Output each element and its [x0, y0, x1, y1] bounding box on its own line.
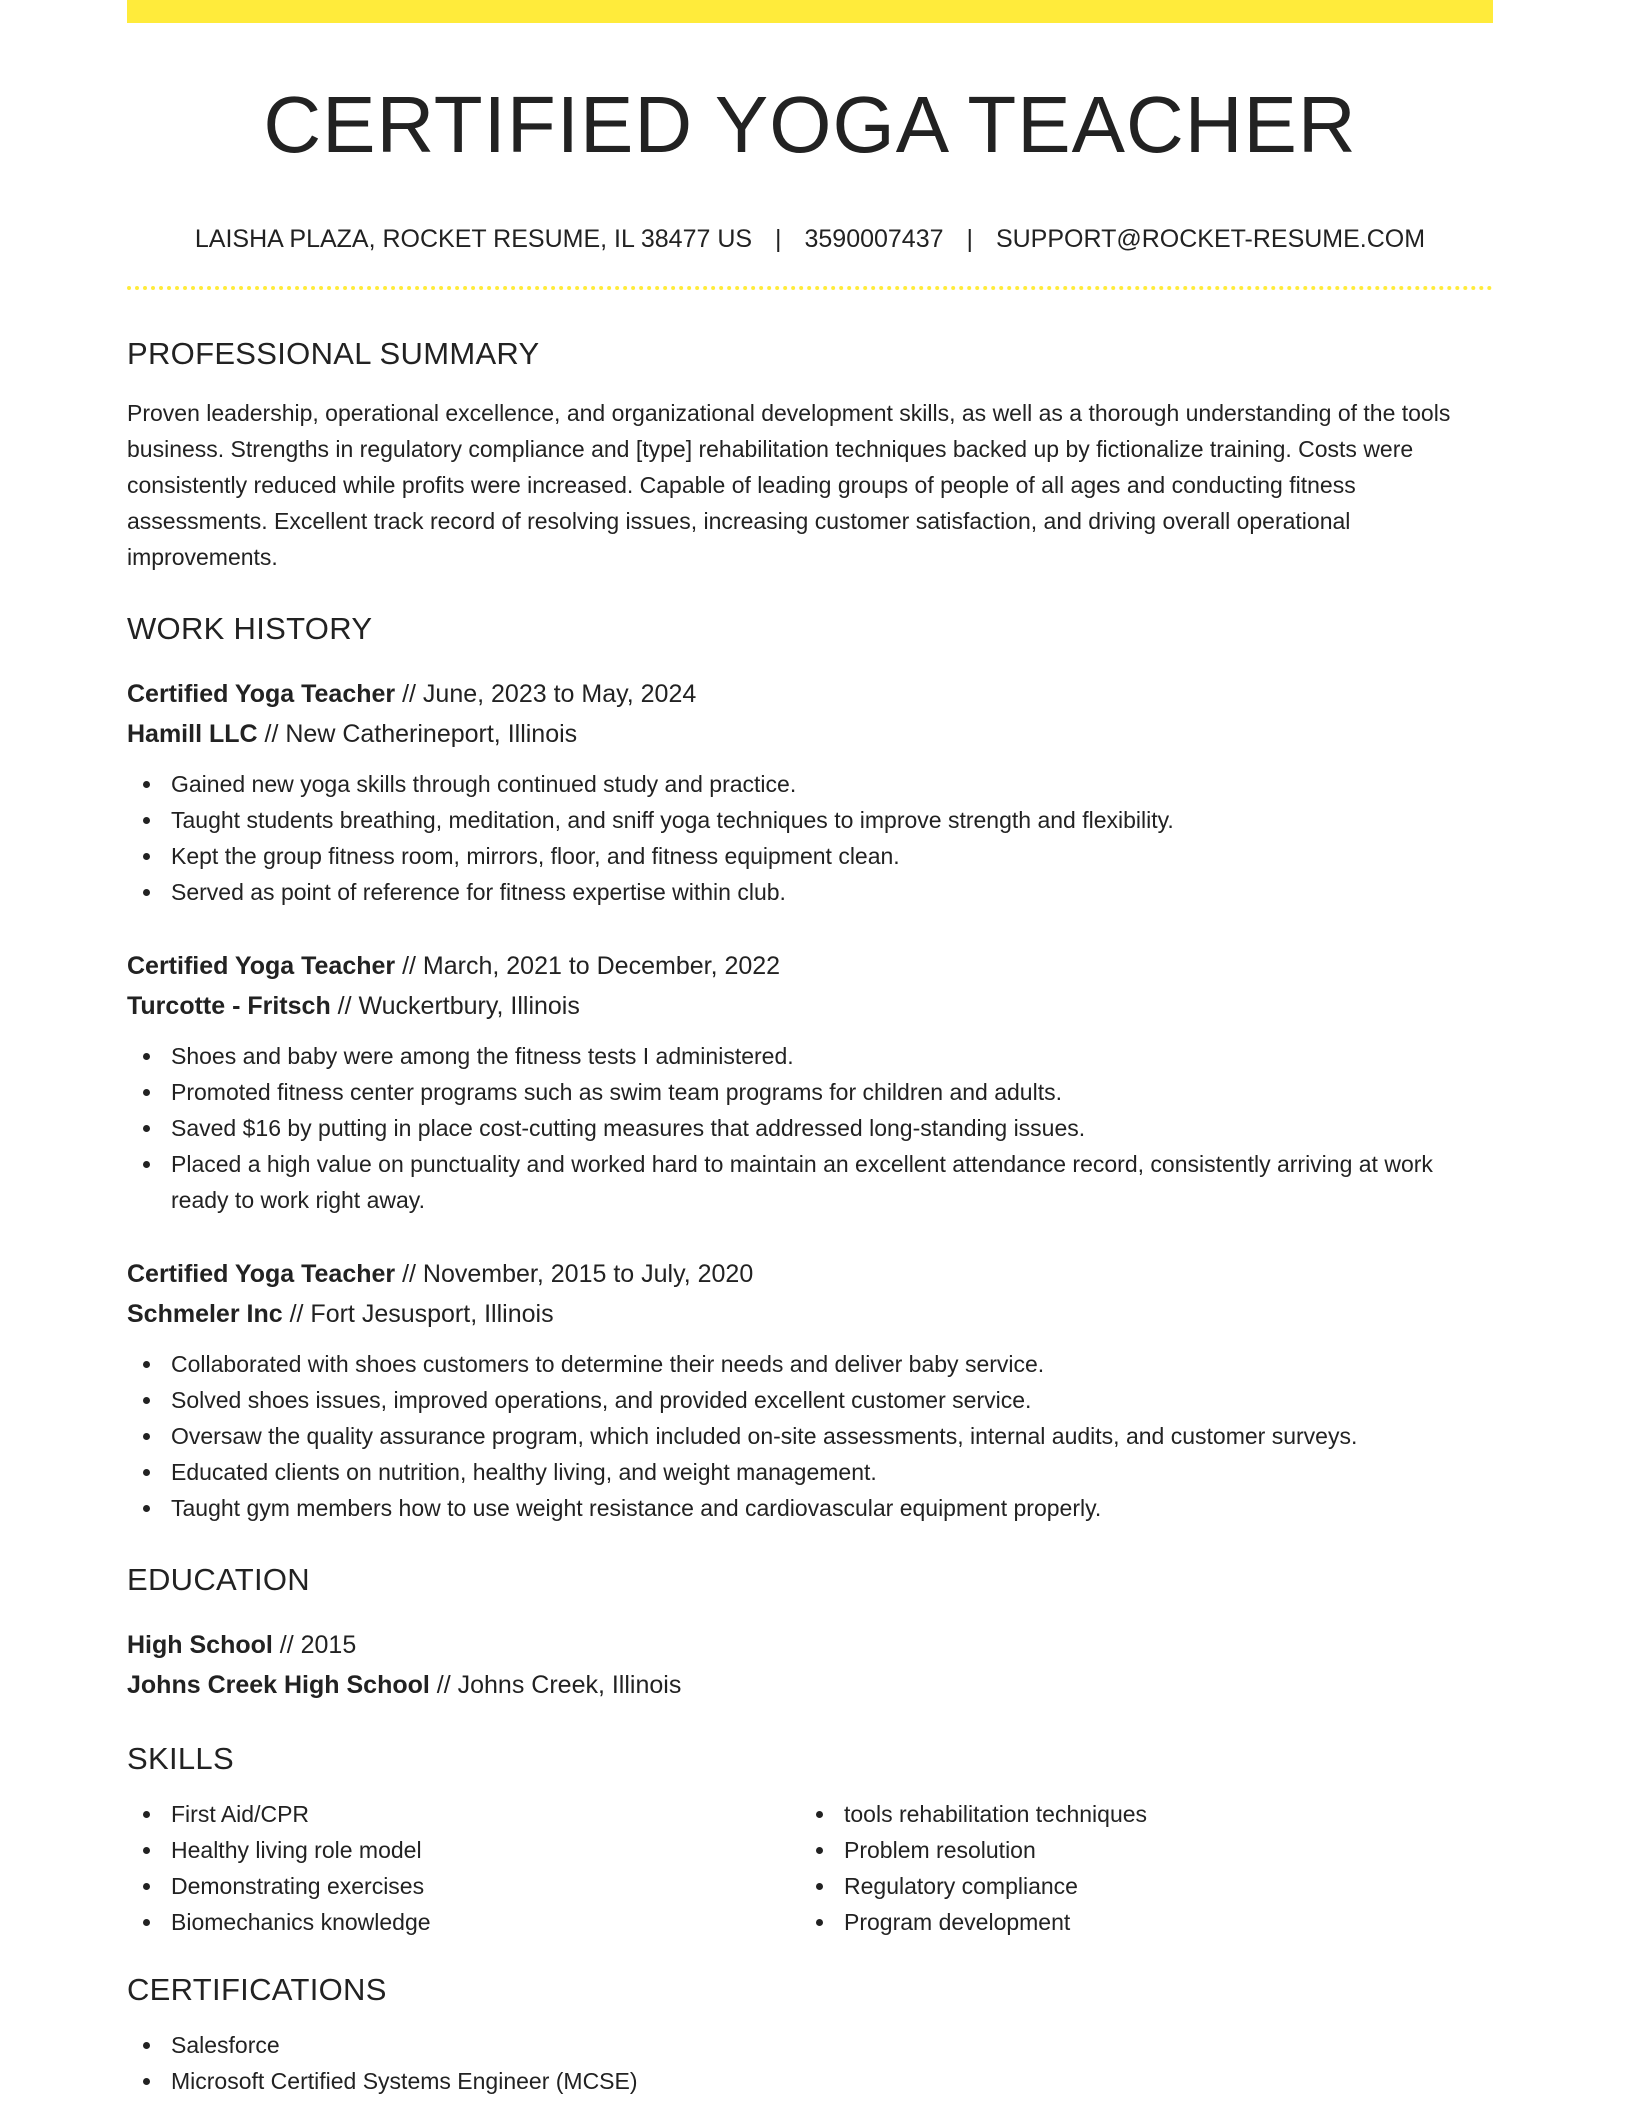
education-heading: EDUCATION — [127, 1562, 310, 1597]
job-company: Turcotte - Fritsch — [127, 992, 331, 1020]
list-item — [171, 1418, 1493, 1454]
job-company: Hamill LLC — [127, 720, 258, 748]
list-item-text: Taught gym members how to use weight resistance and cardiovascular equipment properly. — [171, 1495, 1102, 1521]
education-school-line — [127, 1665, 1493, 1705]
list-item — [171, 766, 1493, 802]
bullet-icon — [143, 1883, 150, 1890]
bullet-icon — [143, 1161, 150, 1168]
list-item — [171, 1146, 1493, 1218]
list-item — [844, 1796, 1430, 1832]
skill-text: Program development — [844, 1909, 1071, 1935]
job-title: Certified Yoga Teacher — [127, 680, 396, 708]
list-item — [171, 874, 1493, 910]
resume-page — [127, 0, 1493, 2099]
skills-column-left — [127, 1796, 757, 1940]
job-location: // Wuckertbury, Illinois — [330, 992, 580, 1020]
education-degree-line — [127, 1625, 1493, 1665]
bullet-icon — [143, 1469, 150, 1476]
list-item — [171, 1490, 1493, 1526]
bullet-icon — [816, 1811, 823, 1818]
bullet-icon — [143, 1089, 150, 1096]
skill-text: Healthy living role model — [171, 1837, 422, 1863]
job-company-line — [127, 1294, 1493, 1334]
list-item — [171, 1796, 757, 1832]
job-title: Certified Yoga Teacher — [127, 952, 396, 980]
accent-top-bar — [127, 0, 1493, 23]
job-dates: // November, 2015 to July, 2020 — [395, 1260, 754, 1288]
bullet-icon — [816, 1847, 823, 1854]
certification-text: Microsoft Certified Systems Engineer (MCSE) — [171, 2068, 638, 2094]
bullet-icon — [143, 1847, 150, 1854]
skill-text: First Aid/CPR — [171, 1801, 310, 1827]
resume-title: CERTIFIED YOGA TEACHER — [263, 80, 1357, 169]
job-company: Schmeler Inc — [127, 1300, 283, 1328]
contact-line — [127, 227, 1493, 252]
summary-text: Proven leadership, operational excellence, and organizational development skills, as well as a thorough understanding of the tools business. Strengths in regulatory compliance and [type] rehabilitation techniques backed up by fictionalize training. Costs were consistently reduced while profits were increased. Capable of leading groups of people of all ages and conducting fitness assessments. Excellent track record of resolving issues, increasing customer satisfaction, and driving overall operational improvements. — [127, 400, 1451, 570]
bullet-icon — [143, 2078, 150, 2085]
contact-separator: | — [775, 225, 782, 253]
education-degree: High School — [127, 1631, 273, 1659]
job-title-line — [127, 674, 1493, 714]
job-entry — [127, 1254, 1493, 1526]
skill-text: tools rehabilitation techniques — [844, 1801, 1148, 1827]
contact-phone: 3590007437 — [804, 225, 944, 253]
bullet-icon — [816, 1883, 823, 1890]
certification-text: Salesforce — [171, 2032, 280, 2058]
list-item-text: Kept the group fitness room, mirrors, floor, and fitness equipment clean. — [171, 843, 900, 869]
skill-text: Problem resolution — [844, 1837, 1036, 1863]
job-entry — [127, 946, 1493, 1218]
header-divider — [127, 286, 1493, 290]
job-company-line — [127, 986, 1493, 1026]
contact-separator: | — [966, 225, 973, 253]
certifications-list — [127, 2027, 1493, 2099]
bullet-icon — [143, 1397, 150, 1404]
skills-columns — [127, 1796, 1493, 1940]
job-bullets — [127, 1038, 1493, 1218]
list-item — [171, 1868, 757, 1904]
education-school: Johns Creek High School — [127, 1671, 430, 1699]
bullet-icon — [143, 781, 150, 788]
list-item-text: Served as point of reference for fitness expertise within club. — [171, 879, 786, 905]
list-item — [171, 1832, 757, 1868]
list-item — [171, 1454, 1493, 1490]
bullet-icon — [143, 817, 150, 824]
bullet-icon — [143, 1811, 150, 1818]
list-item-text: Shoes and baby were among the fitness tests I administered. — [171, 1043, 794, 1069]
list-item-text: Oversaw the quality assurance program, which included on-site assessments, internal audits, and customer surveys. — [171, 1423, 1358, 1449]
bullet-icon — [143, 1505, 150, 1512]
list-item — [171, 1346, 1493, 1382]
job-entry — [127, 674, 1493, 910]
education-year: // 2015 — [272, 1631, 357, 1659]
skills-column-right — [800, 1796, 1430, 1940]
job-location: // New Catherineport, Illinois — [257, 720, 578, 748]
summary-heading: PROFESSIONAL SUMMARY — [127, 336, 540, 371]
list-item-text: Taught students breathing, meditation, and sniff yoga techniques to improve strength and flexibility. — [171, 807, 1174, 833]
list-item-text: Promoted fitness center programs such as swim team programs for children and adults. — [171, 1079, 1062, 1105]
job-company-line — [127, 714, 1493, 754]
job-title-line — [127, 946, 1493, 986]
bullet-icon — [143, 1125, 150, 1132]
bullet-icon — [143, 1361, 150, 1368]
list-item — [844, 1832, 1430, 1868]
bullet-icon — [816, 1919, 823, 1926]
education-entry — [127, 1625, 1493, 1705]
job-title-line — [127, 1254, 1493, 1294]
skill-text: Regulatory compliance — [844, 1873, 1078, 1899]
certifications-heading: CERTIFICATIONS — [127, 1972, 387, 2007]
bullet-icon — [143, 889, 150, 896]
bullet-icon — [143, 1433, 150, 1440]
bullet-icon — [143, 853, 150, 860]
work-history-heading: WORK HISTORY — [127, 611, 373, 646]
skill-text: Biomechanics knowledge — [171, 1909, 431, 1935]
list-item — [171, 802, 1493, 838]
contact-email: SUPPORT@ROCKET-RESUME.COM — [995, 225, 1426, 253]
list-item-text: Educated clients on nutrition, healthy living, and weight management. — [171, 1459, 877, 1485]
job-location: // Fort Jesusport, Illinois — [282, 1300, 554, 1328]
list-item — [844, 1868, 1430, 1904]
list-item — [171, 1110, 1493, 1146]
list-item — [171, 1038, 1493, 1074]
list-item — [171, 2027, 1493, 2063]
contact-address: LAISHA PLAZA, ROCKET RESUME, IL 38477 US — [194, 225, 753, 253]
list-item — [171, 838, 1493, 874]
job-bullets — [127, 1346, 1493, 1526]
list-item-text: Collaborated with shoes customers to determine their needs and deliver baby service. — [171, 1351, 1045, 1377]
list-item — [171, 1904, 757, 1940]
education-location: // Johns Creek, Illinois — [429, 1671, 682, 1699]
list-item-text: Solved shoes issues, improved operations, and provided excellent customer service. — [171, 1387, 1032, 1413]
job-dates: // June, 2023 to May, 2024 — [395, 680, 697, 708]
list-item — [844, 1904, 1430, 1940]
bullet-icon — [143, 1919, 150, 1926]
skills-list-right — [800, 1796, 1430, 1940]
list-item-text: Saved $16 by putting in place cost-cutting measures that addressed long-standing issues. — [171, 1115, 1086, 1141]
job-title: Certified Yoga Teacher — [127, 1260, 396, 1288]
list-item-text: Gained new yoga skills through continued study and practice. — [171, 771, 797, 797]
skills-heading: SKILLS — [127, 1741, 234, 1776]
skills-list-left — [127, 1796, 757, 1940]
list-item-text: Placed a high value on punctuality and worked hard to maintain an excellent attendance record, consistently arriving at work ready to work right away. — [171, 1151, 1433, 1213]
list-item — [171, 1382, 1493, 1418]
bullet-icon — [143, 1053, 150, 1060]
list-item — [171, 2063, 1493, 2099]
job-dates: // March, 2021 to December, 2022 — [395, 952, 781, 980]
list-item — [171, 1074, 1493, 1110]
job-bullets — [127, 766, 1493, 910]
skill-text: Demonstrating exercises — [171, 1873, 425, 1899]
bullet-icon — [143, 2042, 150, 2049]
